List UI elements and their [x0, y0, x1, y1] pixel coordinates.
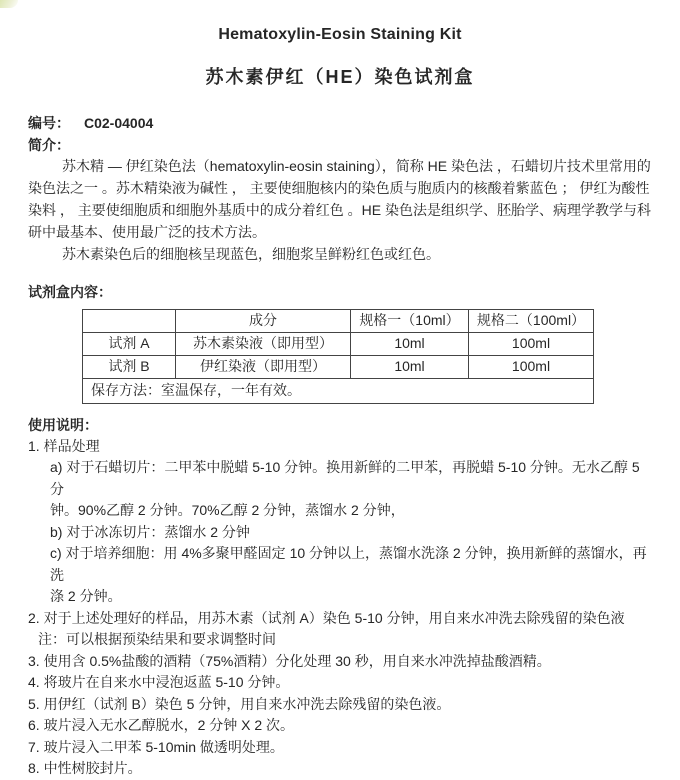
table-header-spec1: 规格一（10ml） [351, 309, 469, 332]
usage-line: 涤 2 分钟。 [50, 588, 122, 605]
usage-line: a) 对于石蜡切片：二甲苯中脱蜡 5-10 分钟。换用新鲜的二甲苯，再脱蜡 5-10 分钟。无水乙醇 5 分 [50, 459, 644, 497]
intro-line: 染色法之一 。苏木精染液为碱性 ， 主要使细胞核内的染色质与胞质内的核酸着紫蓝色 ； 伊红为酸性 [28, 179, 650, 196]
usage-line: 2. 对于上述处理好的样品，用苏木素（试剂 A）染色 5-10 分钟，用自来水冲洗去除残留的染色液 [28, 609, 625, 626]
table-header-spec2: 规格二（100ml） [469, 309, 594, 332]
storage-note: 保存方法：室温保存，一年有效。 [83, 378, 594, 403]
table-row [83, 355, 594, 378]
reagent-b-name: 试剂 B [83, 355, 176, 378]
intro-line: 研中最基本、使用最广泛的技术方法。 [28, 223, 266, 240]
usage-line: 3. 使用含 0.5%盐酸的酒精（75%酒精）分化处理 30 秒，用自来水冲洗掉盐酸酒精。 [28, 652, 551, 669]
table-footer-row [83, 378, 594, 403]
title-english: Hematoxylin-Eosin Staining Kit [218, 26, 462, 43]
title-chinese: 苏木素伊红（HE）染色试剂盒 [205, 67, 475, 87]
usage-line: 注：可以根据预染结果和要求调整时间 [38, 631, 276, 648]
usage-line: 1. 样品处理 [28, 437, 100, 454]
kit-contents-table [82, 309, 594, 404]
table-header-empty [83, 309, 176, 332]
usage-line: 钟。90%乙醇 2 分钟。70%乙醇 2 分钟，蒸馏水 2 分钟， [50, 502, 405, 519]
intro-paragraph [28, 156, 652, 266]
reagent-b-component: 伊红染液（即用型） [176, 355, 351, 378]
table-row [83, 332, 594, 355]
reagent-a-spec1: 10ml [351, 332, 469, 355]
intro-line: 苏木素染色后的细胞核呈现蓝色，细胞浆呈鲜粉红色或红色。 [62, 245, 440, 262]
reagent-b-spec2: 100ml [469, 355, 594, 378]
catalog-number-value: C02-04004 [84, 115, 154, 131]
usage-line: 8. 中性树胶封片。 [28, 760, 142, 777]
intro-line: 苏木精 — 伊红染色法（hematoxylin-eosin staining），简称 HE 染色法 ，石蜡切片技术里常用的 [62, 158, 651, 174]
table-header-component: 成分 [176, 309, 351, 332]
reagent-a-component: 苏木素染液（即用型） [176, 332, 351, 355]
catalog-number-label: 编号： [28, 115, 70, 131]
usage-heading: 使用说明： [28, 416, 98, 433]
reagent-b-spec1: 10ml [351, 355, 469, 378]
usage-line: 4. 将玻片在自来水中浸泡返蓝 5-10 分钟。 [28, 674, 290, 691]
catalog-number-line [28, 112, 652, 134]
reagent-a-spec2: 100ml [469, 332, 594, 355]
usage-line: 7. 玻片浸入二甲苯 5-10min 做透明处理。 [28, 738, 284, 755]
usage-line: b) 对于冰冻切片：蒸馏水 2 分钟 [50, 523, 250, 540]
usage-instructions-list [28, 436, 652, 780]
kit-contents-heading: 试剂盒内容： [28, 283, 112, 300]
intro-heading: 简介： [28, 137, 70, 153]
usage-line: 5. 用伊红（试剂 B）染色 5 分钟，用自来水冲洗去除残留的染色液。 [28, 695, 451, 712]
intro-line: 染料 ， 主要使细胞质和细胞外基质中的成分着红色 。HE 染色法是组织学、胚胎学、病理学教学与科 [28, 201, 652, 218]
usage-line: c) 对于培养细胞：用 4%多聚甲醛固定 10 分钟以上，蒸馏水洗涤 2 分钟，换用新鲜的蒸馏水，再洗 [50, 545, 647, 583]
table-header-row [83, 309, 594, 332]
usage-line: 6. 玻片浸入无水乙醇脱水，2 分钟 X 2 次。 [28, 717, 295, 734]
reagent-a-name: 试剂 A [83, 332, 176, 355]
